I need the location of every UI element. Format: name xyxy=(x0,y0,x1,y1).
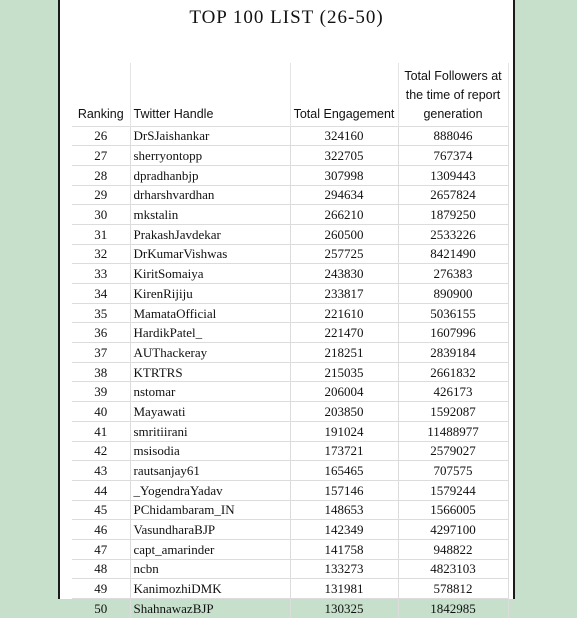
engagement-cell: 221470 xyxy=(290,323,398,343)
page-title: TOP 100 LIST (26-50) xyxy=(189,7,384,28)
table-row xyxy=(72,382,508,402)
followers-cell: 1842985 xyxy=(398,599,508,618)
rank-cell: 41 xyxy=(72,421,130,441)
engagement-cell: 157146 xyxy=(290,480,398,500)
followers-cell: 4297100 xyxy=(398,520,508,540)
rank-cell: 31 xyxy=(72,224,130,244)
table-row xyxy=(72,323,508,343)
handle-cell: sherryontopp xyxy=(130,146,290,166)
handle-cell: dpradhanbjp xyxy=(130,165,290,185)
followers-cell: 1879250 xyxy=(398,205,508,225)
followers-cell: 5036155 xyxy=(398,303,508,323)
followers-cell: 2657824 xyxy=(398,185,508,205)
table-row xyxy=(72,185,508,205)
handle-cell: capt_amarinder xyxy=(130,539,290,559)
handle-cell: nstomar xyxy=(130,382,290,402)
rank-cell: 33 xyxy=(72,264,130,284)
engagement-cell: 141758 xyxy=(290,539,398,559)
followers-cell: 1566005 xyxy=(398,500,508,520)
followers-cell: 707575 xyxy=(398,461,508,481)
table-row xyxy=(72,579,508,599)
handle-cell: DrSJaishankar xyxy=(130,126,290,146)
header-total-engagement: Total Engagement xyxy=(290,63,398,126)
header-ranking: Ranking xyxy=(77,106,124,121)
engagement-cell: 133273 xyxy=(290,559,398,579)
rank-cell: 34 xyxy=(72,284,130,304)
table-row xyxy=(72,146,508,166)
handle-cell: Mayawati xyxy=(130,402,290,422)
table-row xyxy=(72,461,508,481)
table-body xyxy=(72,126,508,618)
table-row xyxy=(72,165,508,185)
handle-cell: PrakashJavdekar xyxy=(130,224,290,244)
engagement-cell: 165465 xyxy=(290,461,398,481)
engagement-cell: 266210 xyxy=(290,205,398,225)
handle-cell: smritiirani xyxy=(130,421,290,441)
table-header-row xyxy=(72,63,508,126)
engagement-cell: 215035 xyxy=(290,362,398,382)
handle-cell: KirenRijiju xyxy=(130,284,290,304)
table-row xyxy=(72,303,508,323)
handle-cell: MamataOfficial xyxy=(130,303,290,323)
header-twitter-handle: Twitter Handle xyxy=(130,63,290,126)
engagement-cell: 142349 xyxy=(290,520,398,540)
rank-cell: 50 xyxy=(72,599,130,618)
rank-cell: 30 xyxy=(72,205,130,225)
rank-cell: 35 xyxy=(72,303,130,323)
handle-cell: mkstalin xyxy=(130,205,290,225)
rank-cell: 36 xyxy=(72,323,130,343)
table-row xyxy=(72,559,508,579)
table-row xyxy=(72,539,508,559)
handle-cell: rautsanjay61 xyxy=(130,461,290,481)
followers-cell: 2839184 xyxy=(398,343,508,363)
engagement-cell: 294634 xyxy=(290,185,398,205)
handle-cell: VasundharaBJP xyxy=(130,520,290,540)
table-row xyxy=(72,362,508,382)
rank-cell: 49 xyxy=(72,579,130,599)
followers-cell: 2579027 xyxy=(398,441,508,461)
table-row xyxy=(72,284,508,304)
engagement-cell: 148653 xyxy=(290,500,398,520)
engagement-cell: 206004 xyxy=(290,382,398,402)
rank-cell: 45 xyxy=(72,500,130,520)
followers-cell: 1309443 xyxy=(398,165,508,185)
handle-cell: DrKumarVishwas xyxy=(130,244,290,264)
rank-cell: 48 xyxy=(72,559,130,579)
handle-cell: AUThackeray xyxy=(130,343,290,363)
table-row xyxy=(72,205,508,225)
rank-cell: 47 xyxy=(72,539,130,559)
table-row xyxy=(72,244,508,264)
rank-cell: 38 xyxy=(72,362,130,382)
followers-cell: 1592087 xyxy=(398,402,508,422)
engagement-cell: 260500 xyxy=(290,224,398,244)
engagement-cell: 322705 xyxy=(290,146,398,166)
handle-cell: ShahnawazBJP xyxy=(130,599,290,618)
engagement-cell: 131981 xyxy=(290,579,398,599)
rank-cell: 39 xyxy=(72,382,130,402)
rank-cell: 32 xyxy=(72,244,130,264)
table-row xyxy=(72,520,508,540)
rank-cell: 29 xyxy=(72,185,130,205)
followers-cell: 890900 xyxy=(398,284,508,304)
followers-cell: 767374 xyxy=(398,146,508,166)
followers-cell: 426173 xyxy=(398,382,508,402)
engagement-cell: 243830 xyxy=(290,264,398,284)
followers-cell: 1579244 xyxy=(398,480,508,500)
rank-cell: 43 xyxy=(72,461,130,481)
engagement-cell: 307998 xyxy=(290,165,398,185)
engagement-cell: 218251 xyxy=(290,343,398,363)
followers-cell: 888046 xyxy=(398,126,508,146)
handle-cell: msisodia xyxy=(130,441,290,461)
handle-cell: KTRTRS xyxy=(130,362,290,382)
followers-cell: 2533226 xyxy=(398,224,508,244)
table-row xyxy=(72,402,508,422)
followers-cell: 578812 xyxy=(398,579,508,599)
handle-cell: drharshvardhan xyxy=(130,185,290,205)
ranking-table xyxy=(72,63,509,618)
document-page xyxy=(58,0,515,616)
handle-cell: PChidambaram_IN xyxy=(130,500,290,520)
engagement-cell: 233817 xyxy=(290,284,398,304)
followers-cell: 11488977 xyxy=(398,421,508,441)
rank-cell: 42 xyxy=(72,441,130,461)
followers-cell: 276383 xyxy=(398,264,508,284)
engagement-cell: 191024 xyxy=(290,421,398,441)
handle-cell: KiritSomaiya xyxy=(130,264,290,284)
engagement-cell: 221610 xyxy=(290,303,398,323)
engagement-cell: 203850 xyxy=(290,402,398,422)
handle-cell: _YogendraYadav xyxy=(130,480,290,500)
engagement-cell: 324160 xyxy=(290,126,398,146)
rank-cell: 28 xyxy=(72,165,130,185)
table-row xyxy=(72,343,508,363)
rank-cell: 27 xyxy=(72,146,130,166)
table-row xyxy=(72,441,508,461)
rank-cell: 26 xyxy=(72,126,130,146)
engagement-cell: 257725 xyxy=(290,244,398,264)
rank-cell: 40 xyxy=(72,402,130,422)
followers-cell: 8421490 xyxy=(398,244,508,264)
table-row xyxy=(72,126,508,146)
engagement-cell: 130325 xyxy=(290,599,398,618)
table-row xyxy=(72,500,508,520)
handle-cell: KanimozhiDMK xyxy=(130,579,290,599)
rank-cell: 46 xyxy=(72,520,130,540)
handle-cell: HardikPatel_ xyxy=(130,323,290,343)
engagement-cell: 173721 xyxy=(290,441,398,461)
table-row xyxy=(72,264,508,284)
followers-cell: 1607996 xyxy=(398,323,508,343)
rank-cell: 37 xyxy=(72,343,130,363)
followers-cell: 2661832 xyxy=(398,362,508,382)
handle-cell: ncbn xyxy=(130,559,290,579)
followers-cell: 4823103 xyxy=(398,559,508,579)
table-row xyxy=(72,599,508,618)
rank-cell: 44 xyxy=(72,480,130,500)
header-total-followers: Total Followers at the time of report generation xyxy=(398,63,508,126)
table-row xyxy=(72,224,508,244)
table-row xyxy=(72,421,508,441)
followers-cell: 948822 xyxy=(398,539,508,559)
table-row xyxy=(72,480,508,500)
